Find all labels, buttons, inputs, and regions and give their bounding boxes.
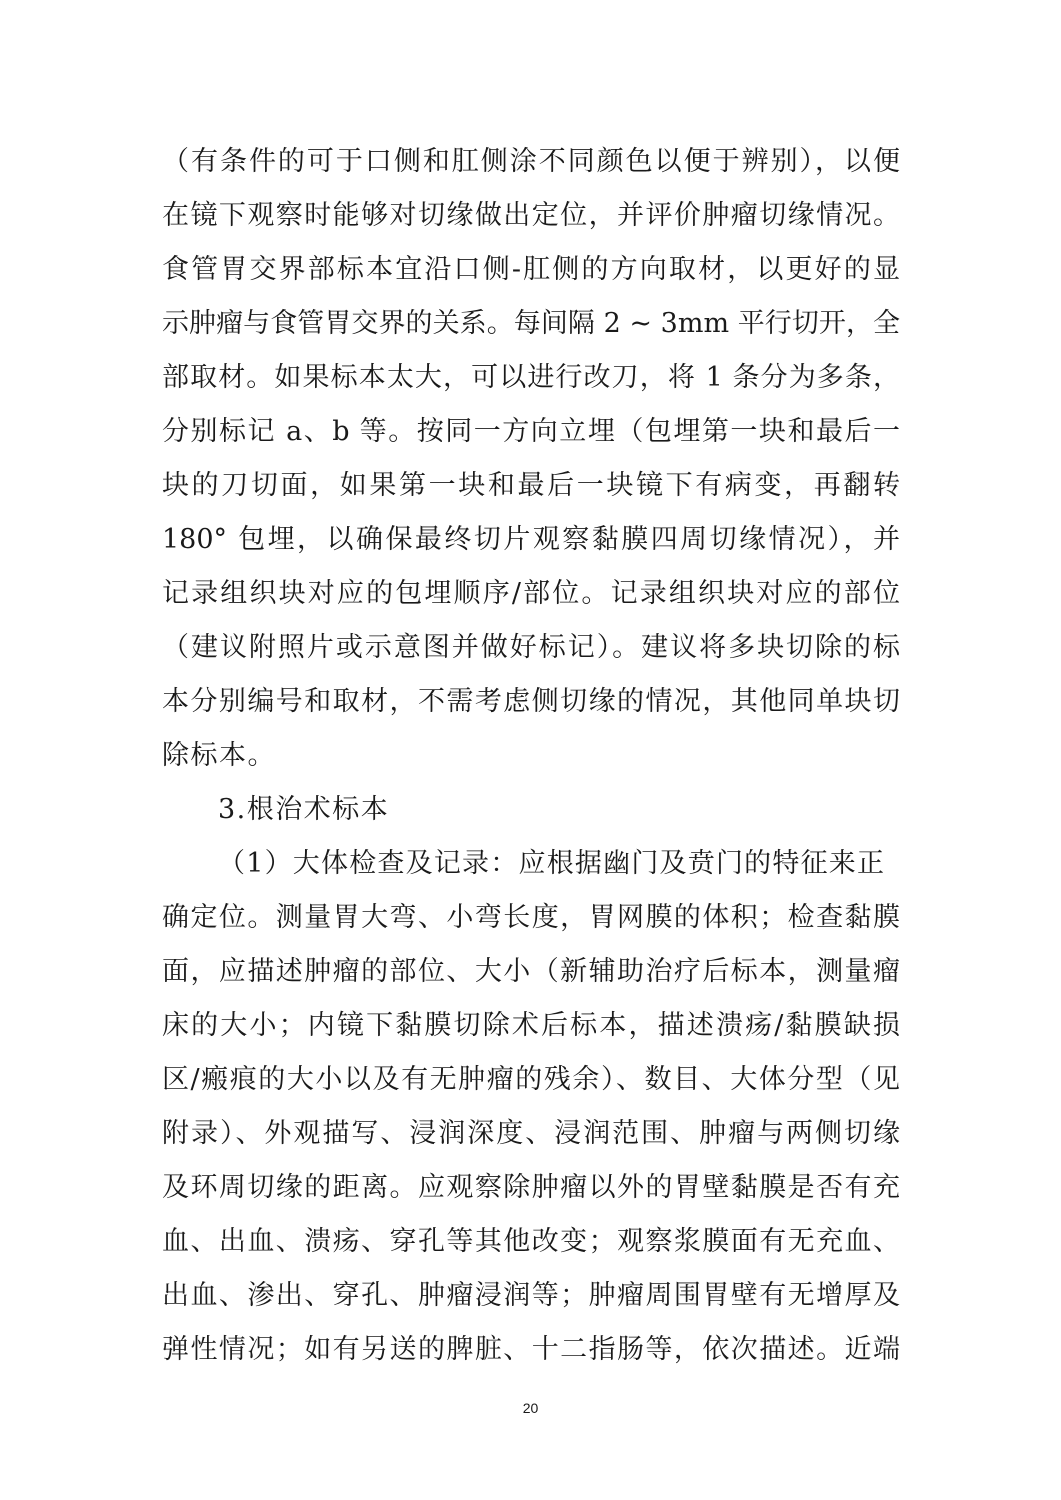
text-line: 示肿瘤与食管胃交界的关系。每间隔 2 ~ 3mm 平行切开，全 — [162, 308, 900, 339]
text-line: 弹性情况；如有另送的脾脏、十二指肠等，依次描述。近端 — [162, 1334, 900, 1365]
text-line: 附录）、外观描写、浸润深度、浸润范围、肿瘤与两侧切缘 — [162, 1118, 900, 1149]
text-line: 部取材。如果标本太大，可以进行改刀，将 1 条分为多条， — [162, 362, 900, 393]
text-line: 及环周切缘的距离。应观察除肿瘤以外的胃壁黏膜是否有充 — [162, 1172, 900, 1203]
text-line: 180° 包埋，以确保最终切片观察黏膜四周切缘情况），并 — [162, 524, 900, 555]
text-line: 块的刀切面，如果第一块和最后一块镜下有病变，再翻转 — [162, 470, 900, 501]
text-line: 本分别编号和取材，不需考虑侧切缘的情况，其他同单块切 — [162, 686, 900, 717]
text-line: 食管胃交界部标本宜沿口侧-肛侧的方向取材，以更好的显 — [162, 254, 900, 285]
text-line: 出血、渗出、穿孔、肿瘤浸润等；肿瘤周围胃壁有无增厚及 — [162, 1280, 900, 1311]
text-line: 确定位。测量胃大弯、小弯长度，胃网膜的体积；检查黏膜 — [162, 902, 900, 933]
text-line: （有条件的可于口侧和肛侧涂不同颜色以便于辨别），以便 — [162, 146, 900, 177]
text-line: （建议附照片或示意图并做好标记）。建议将多块切除的标 — [162, 632, 900, 663]
text-line: 区/瘢痕的大小以及有无肿瘤的残余）、数目、大体分型（见 — [162, 1064, 900, 1095]
text-line: 除标本。 — [162, 740, 276, 771]
text-line: 面，应描述肿瘤的部位、大小（新辅助治疗后标本，测量瘤 — [162, 956, 900, 987]
text-line: 在镜下观察时能够对切缘做出定位，并评价肿瘤切缘情况。 — [162, 200, 900, 231]
text-line: 分别标记 a、b 等。按同一方向立埋（包埋第一块和最后一 — [162, 416, 900, 447]
text-line: 床的大小；内镜下黏膜切除术后标本，描述溃疡/黏膜缺损 — [162, 1010, 900, 1041]
document-body — [162, 135, 900, 1377]
text-line: （1）大体检查及记录：应根据幽门及贲门的特征来正 — [218, 848, 884, 879]
section-heading: 3.根治术标本 — [218, 794, 390, 825]
text-line: 血、出血、溃疡、穿孔等其他改变；观察浆膜面有无充血、 — [162, 1226, 900, 1257]
page-number: 20 — [522, 1400, 539, 1416]
text-line: 记录组织块对应的包埋顺序/部位。记录组织块对应的部位 — [162, 578, 900, 609]
